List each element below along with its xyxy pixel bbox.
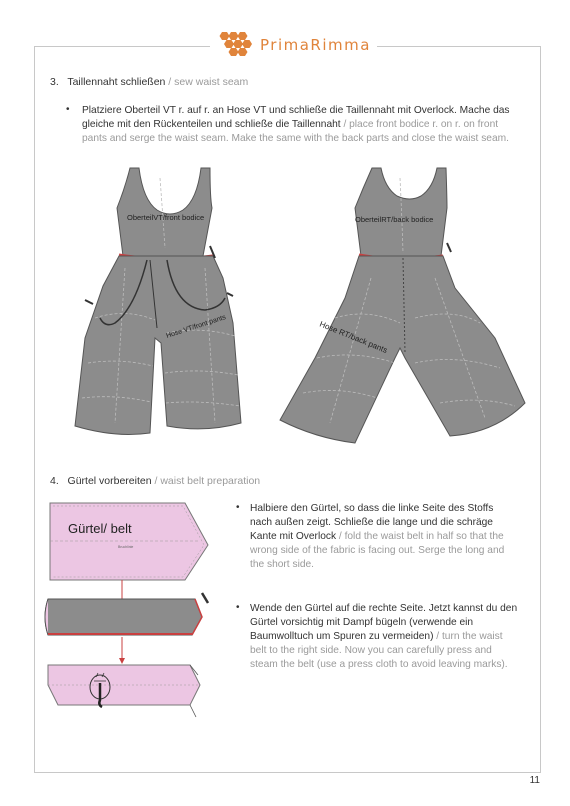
section4-bullet2-de: Wende den Gürtel auf die rechte Seite. Jetzt kannst du den Gürtel vorsichtig mit Dampf bügeln (verwende ein Baumwolltuch um Spuren zu vermeiden) <box>250 603 518 642</box>
back-pants-shape <box>280 256 525 443</box>
section4-heading <box>50 475 260 487</box>
back-pants-label: Hose RT/back pants <box>318 319 389 355</box>
front-bodice-label: OberteilVT/front bodice <box>127 213 205 222</box>
section3-paragraph: Platziere Oberteil VT r. auf r. an Hose VT und schließe die Taillennaht mit Overlock. Mache das gleiche mit den Rückenteilen und schließe die Taillennaht / place front bodice r. on r. on front pants and serge the waist seam. Make the same with the back parts and close the waist seam. <box>82 105 510 144</box>
section3-title-en: sew waist seam <box>174 76 249 88</box>
belt-small-label: Bruchlinie <box>118 545 134 549</box>
bullet-dot-3: • <box>236 602 240 613</box>
section4-number: 4. <box>50 475 59 487</box>
bullet-dot: • <box>66 104 70 115</box>
back-view <box>280 168 525 443</box>
front-bodice-shape <box>117 168 212 256</box>
belt-label: Gürtel/ belt <box>68 521 132 536</box>
front-view <box>75 168 241 434</box>
section4-bullet1-en: fold the waist belt in half so that the wrong side of the fabric is facing out. Serge the long and the short side. <box>250 531 505 570</box>
serger-thread-icon <box>202 593 208 603</box>
belt-illustration <box>40 495 230 735</box>
belt-turned <box>48 665 200 717</box>
page-number: 11 <box>529 775 540 786</box>
section3-bullet-en: place front bodice r. on r. on front pants and serge the waist seam. Make the same with the back parts and close the waist seam. <box>82 119 509 144</box>
belt-folded <box>45 593 208 635</box>
section3-heading <box>50 76 248 88</box>
front-pants-shape <box>75 256 241 434</box>
section3-title-de: Taillennaht schließen <box>67 76 166 88</box>
section4-bullet1-de: Halbiere den Gürtel, so dass die linke Seite des Stoffs nach außen zeigt. Schließe die lange und die schräge Kante mit Overlock <box>250 503 494 542</box>
section4-paragraph-1: Halbiere den Gürtel, so dass die linke Seite des Stoffs nach außen zeigt. Schließe die lange und die schräge Kante mit Overlock / fold the waist belt in half so that the wrong side of the fabric is facing out. Serge the long and the short side. <box>250 503 505 570</box>
section3-bullet-de: Platziere Oberteil VT r. auf r. an Hose VT und schließe die Taillennaht mit Overlock. Mache das gleiche mit den Rückenteilen und schließe die Taillennaht <box>82 105 510 130</box>
belt-flat <box>50 503 208 580</box>
honeycomb-logo-icon <box>216 30 256 60</box>
bullet-dot-2: • <box>236 502 240 513</box>
front-pants-label: Hose VT/front pants <box>165 314 227 340</box>
section4-bullet2-en: turn the waist belt to the right side. Now you can carefully press and steam the belt (use a press cloth to avoid leaving marks). <box>250 631 508 670</box>
jumpsuit-illustration <box>55 158 535 458</box>
back-bodice-label: OberteilRT/back bodice <box>355 215 434 224</box>
brand-name: PrimaRimma <box>260 36 371 54</box>
brand-logo <box>210 28 377 62</box>
back-bodice-shape <box>355 168 447 256</box>
section4-paragraph-2: Wende den Gürtel auf die rechte Seite. Jetzt kannst du den Gürtel vorsichtig mit Dampf bügeln (verwende ein Baumwolltuch um Spuren zu vermeiden) / turn the waist belt to the right side. Now you can carefully press and steam the belt (use a press cloth to avoid leaving marks). <box>250 603 518 670</box>
page-frame-bottom <box>34 772 540 773</box>
section4-separator: / <box>151 475 161 487</box>
section3-separator: / <box>165 76 175 88</box>
section4-title-de: Gürtel vorbereiten <box>67 475 152 487</box>
section3-number: 3. <box>50 76 59 88</box>
section4-title-en: waist belt preparation <box>160 475 261 487</box>
